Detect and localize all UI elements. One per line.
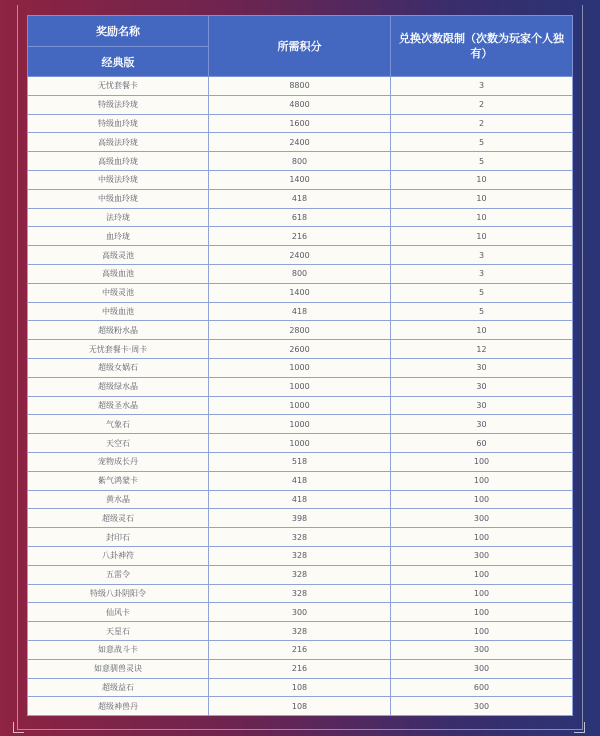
cell-points: 300 bbox=[209, 603, 391, 622]
cell-points: 216 bbox=[209, 640, 391, 659]
cell-points: 1000 bbox=[209, 358, 391, 377]
cell-name: 高级法玲珑 bbox=[28, 133, 209, 152]
cell-name: 超级粉水晶 bbox=[28, 321, 209, 340]
table-row bbox=[28, 528, 573, 547]
cell-name: 宠物成长丹 bbox=[28, 452, 209, 471]
cell-points: 328 bbox=[209, 584, 391, 603]
table-row bbox=[28, 283, 573, 302]
cell-points: 800 bbox=[209, 264, 391, 283]
table-body bbox=[28, 77, 573, 716]
cell-limit: 300 bbox=[391, 509, 573, 528]
cell-limit: 3 bbox=[391, 246, 573, 265]
table-row bbox=[28, 246, 573, 265]
cell-limit: 300 bbox=[391, 546, 573, 565]
cell-limit: 100 bbox=[391, 603, 573, 622]
cell-points: 1000 bbox=[209, 415, 391, 434]
cell-limit: 100 bbox=[391, 490, 573, 509]
table-row bbox=[28, 170, 573, 189]
cell-points: 618 bbox=[209, 208, 391, 227]
cell-points: 418 bbox=[209, 189, 391, 208]
cell-name: 特级法玲珑 bbox=[28, 95, 209, 114]
cell-name: 超级圣水晶 bbox=[28, 396, 209, 415]
cell-points: 328 bbox=[209, 565, 391, 584]
table-row bbox=[28, 565, 573, 584]
cell-name: 中级法玲珑 bbox=[28, 170, 209, 189]
cell-limit: 2 bbox=[391, 114, 573, 133]
cell-points: 2400 bbox=[209, 133, 391, 152]
table-row bbox=[28, 189, 573, 208]
cell-name: 无忧套餐卡·周卡 bbox=[28, 340, 209, 359]
cell-limit: 30 bbox=[391, 396, 573, 415]
cell-limit: 12 bbox=[391, 340, 573, 359]
table-row bbox=[28, 678, 573, 697]
cell-points: 328 bbox=[209, 622, 391, 641]
cell-points: 518 bbox=[209, 452, 391, 471]
cell-points: 216 bbox=[209, 227, 391, 246]
table-row bbox=[28, 471, 573, 490]
cell-name: 封印石 bbox=[28, 528, 209, 547]
table-row bbox=[28, 603, 573, 622]
cell-limit: 30 bbox=[391, 377, 573, 396]
cell-points: 418 bbox=[209, 490, 391, 509]
cell-limit: 10 bbox=[391, 321, 573, 340]
cell-limit: 2 bbox=[391, 95, 573, 114]
cell-points: 1600 bbox=[209, 114, 391, 133]
cell-points: 1000 bbox=[209, 434, 391, 453]
table-row bbox=[28, 152, 573, 171]
cell-name: 中级血池 bbox=[28, 302, 209, 321]
table-row bbox=[28, 697, 573, 716]
cell-limit: 5 bbox=[391, 302, 573, 321]
cell-limit: 100 bbox=[391, 528, 573, 547]
cell-name: 超级益石 bbox=[28, 678, 209, 697]
frame-corner-left bbox=[13, 722, 24, 733]
cell-points: 800 bbox=[209, 152, 391, 171]
table-row bbox=[28, 452, 573, 471]
cell-name: 五雷令 bbox=[28, 565, 209, 584]
reward-table bbox=[27, 15, 573, 716]
cell-limit: 10 bbox=[391, 189, 573, 208]
table-row bbox=[28, 622, 573, 641]
cell-points: 108 bbox=[209, 697, 391, 716]
table-row bbox=[28, 396, 573, 415]
table-row bbox=[28, 95, 573, 114]
header-limit: 兑换次数限制（次数为玩家个人独有） bbox=[391, 16, 573, 77]
cell-limit: 300 bbox=[391, 697, 573, 716]
cell-name: 特级血玲珑 bbox=[28, 114, 209, 133]
cell-limit: 10 bbox=[391, 208, 573, 227]
cell-name: 血玲珑 bbox=[28, 227, 209, 246]
cell-name: 仙风卡 bbox=[28, 603, 209, 622]
frame-corner-right bbox=[574, 722, 585, 733]
table-row bbox=[28, 114, 573, 133]
reward-table-sheet bbox=[27, 15, 572, 715]
table-row bbox=[28, 358, 573, 377]
table-row bbox=[28, 546, 573, 565]
cell-name: 如意战斗卡 bbox=[28, 640, 209, 659]
table-row bbox=[28, 415, 573, 434]
cell-points: 1000 bbox=[209, 396, 391, 415]
cell-limit: 30 bbox=[391, 415, 573, 434]
table-row bbox=[28, 302, 573, 321]
table-row bbox=[28, 321, 573, 340]
cell-name: 超级绿水晶 bbox=[28, 377, 209, 396]
cell-name: 紫气鸿蒙卡 bbox=[28, 471, 209, 490]
cell-name: 如意驯兽灵诀 bbox=[28, 659, 209, 678]
cell-limit: 100 bbox=[391, 584, 573, 603]
cell-limit: 600 bbox=[391, 678, 573, 697]
cell-limit: 5 bbox=[391, 283, 573, 302]
cell-limit: 100 bbox=[391, 622, 573, 641]
table-header bbox=[28, 16, 573, 77]
header-reward-name: 奖励名称 bbox=[28, 16, 209, 47]
table-row bbox=[28, 584, 573, 603]
cell-limit: 3 bbox=[391, 77, 573, 96]
table-row bbox=[28, 340, 573, 359]
cell-name: 天星石 bbox=[28, 622, 209, 641]
cell-name: 八卦神符 bbox=[28, 546, 209, 565]
cell-limit: 3 bbox=[391, 264, 573, 283]
cell-points: 418 bbox=[209, 302, 391, 321]
cell-limit: 10 bbox=[391, 227, 573, 246]
cell-points: 108 bbox=[209, 678, 391, 697]
cell-limit: 100 bbox=[391, 471, 573, 490]
header-edition: 经典版 bbox=[28, 47, 209, 77]
cell-limit: 30 bbox=[391, 358, 573, 377]
table-row bbox=[28, 659, 573, 678]
table-row bbox=[28, 133, 573, 152]
cell-name: 天空石 bbox=[28, 434, 209, 453]
cell-limit: 100 bbox=[391, 565, 573, 584]
table-row bbox=[28, 208, 573, 227]
table-row bbox=[28, 640, 573, 659]
table-row bbox=[28, 434, 573, 453]
cell-name: 高级血玲珑 bbox=[28, 152, 209, 171]
cell-points: 418 bbox=[209, 471, 391, 490]
header-points: 所需积分 bbox=[209, 16, 391, 77]
cell-limit: 300 bbox=[391, 659, 573, 678]
cell-points: 216 bbox=[209, 659, 391, 678]
cell-name: 气象石 bbox=[28, 415, 209, 434]
cell-name: 超级女娲石 bbox=[28, 358, 209, 377]
table-row bbox=[28, 264, 573, 283]
table-row bbox=[28, 509, 573, 528]
cell-points: 1400 bbox=[209, 283, 391, 302]
cell-limit: 5 bbox=[391, 152, 573, 171]
cell-points: 1400 bbox=[209, 170, 391, 189]
cell-name: 中级血玲珑 bbox=[28, 189, 209, 208]
cell-name: 超级神兽丹 bbox=[28, 697, 209, 716]
cell-name: 高级灵池 bbox=[28, 246, 209, 265]
cell-points: 2600 bbox=[209, 340, 391, 359]
cell-points: 1000 bbox=[209, 377, 391, 396]
cell-name: 特级八卦阴阳令 bbox=[28, 584, 209, 603]
cell-name: 法玲珑 bbox=[28, 208, 209, 227]
cell-points: 4800 bbox=[209, 95, 391, 114]
cell-points: 2800 bbox=[209, 321, 391, 340]
cell-name: 黄水晶 bbox=[28, 490, 209, 509]
cell-points: 8800 bbox=[209, 77, 391, 96]
cell-limit: 100 bbox=[391, 452, 573, 471]
cell-name: 超级灵石 bbox=[28, 509, 209, 528]
cell-name: 中级灵池 bbox=[28, 283, 209, 302]
cell-limit: 10 bbox=[391, 170, 573, 189]
table-row bbox=[28, 490, 573, 509]
cell-limit: 300 bbox=[391, 640, 573, 659]
cell-limit: 5 bbox=[391, 133, 573, 152]
table-row bbox=[28, 377, 573, 396]
cell-points: 328 bbox=[209, 528, 391, 547]
cell-points: 328 bbox=[209, 546, 391, 565]
cell-name: 无忧套餐卡 bbox=[28, 77, 209, 96]
cell-limit: 60 bbox=[391, 434, 573, 453]
table-row bbox=[28, 227, 573, 246]
cell-points: 2400 bbox=[209, 246, 391, 265]
cell-name: 高级血池 bbox=[28, 264, 209, 283]
table-row bbox=[28, 77, 573, 96]
cell-points: 398 bbox=[209, 509, 391, 528]
